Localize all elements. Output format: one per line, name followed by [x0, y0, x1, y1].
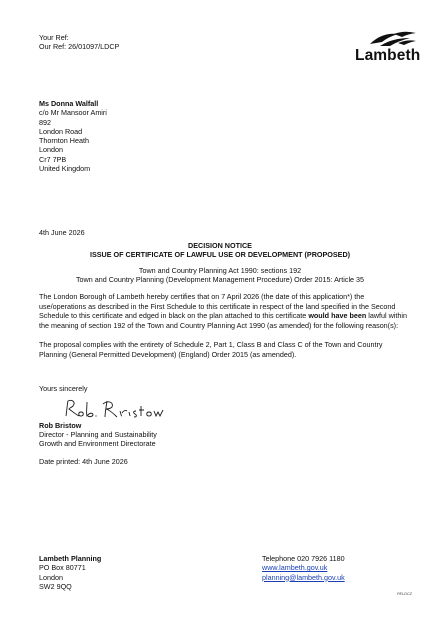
certification-emphasis: would have been — [308, 311, 367, 320]
address-line: c/o Mr Mansoor Amiri — [39, 108, 107, 118]
closing-salutation: Yours sincerely — [39, 384, 88, 393]
signatory-title-line: Growth and Environment Directorate — [39, 439, 156, 449]
address-line: United Kingdom — [39, 163, 91, 173]
footer-phone: Telephone 020 7926 1180 — [262, 554, 345, 563]
date-printed: Date printed: 4th June 2026 — [39, 457, 128, 466]
signatory-title-line: Director - Planning and Sustainability — [39, 430, 157, 439]
act-reference: Town and Country Planning Act 1990: sections 192 — [138, 266, 302, 275]
letter-date: 4th June 2026 — [39, 228, 85, 237]
your-ref: Your Ref: — [39, 33, 69, 42]
handwritten-signature — [62, 398, 172, 420]
signatory-name: Rob Bristow — [39, 421, 82, 430]
order-reference: Town and Country Planning (Development Management Procedure) Order 2015: Article 35 — [75, 275, 365, 284]
footer-address-line: PO Box 80771 — [39, 563, 86, 573]
certification-text-end: lawful within the meaning of section 192 of the Town and Country Planning Act 1990 (as amended) for the following reason(s): — [39, 311, 407, 330]
lambeth-logo — [355, 30, 421, 66]
compliance-paragraph: The proposal complies with the entirety of Schedule 2, Part 1, Class B and Class C of the Town and Country Planning (General Permitted Development) (England) Order 2015 (as amended). — [39, 340, 383, 359]
address-line: 892 — [39, 117, 51, 127]
signatory-title — [39, 430, 157, 449]
footer-address-line: London — [39, 572, 63, 582]
address-line: London Road — [39, 126, 83, 136]
website-link[interactable]: www.lambeth.gov.uk — [262, 563, 328, 573]
footer-address-line: SW2 9QQ — [39, 581, 72, 591]
recipient-address — [39, 99, 107, 173]
notice-title: DECISION NOTICE — [188, 241, 252, 250]
our-ref: Our Ref: 26/01097/LDCP — [39, 42, 120, 51]
notice-subtitle: ISSUE OF CERTIFICATE OF LAWFUL USE OR DEVELOPMENT (PROPOSED) — [89, 250, 351, 259]
address-line: Thornton Heath — [39, 136, 89, 145]
email-link[interactable]: planning@lambeth.gov.uk — [262, 572, 345, 582]
footer-postal-address — [39, 554, 101, 591]
footer-org-name: Lambeth Planning — [39, 554, 102, 563]
certification-paragraph — [39, 292, 409, 330]
logo-wordmark: Lambeth — [355, 47, 421, 64]
address-line: London — [39, 145, 63, 155]
address-line: Cr7 7PB — [39, 154, 67, 164]
swan-wings-icon — [368, 30, 418, 48]
reference-block — [39, 33, 119, 51]
certification-text-start: The London Borough of Lambeth hereby certifies that on 7 April 2026 (the date of this application*) the use/operations as described in the First Schedule to this certificate in respect of the land specified in the Second Schedule to this certificate and edged in black on the plan attached to this certificate — [39, 292, 396, 320]
recipient-name: Ms Donna Walfall — [39, 99, 99, 108]
footer-contact — [262, 554, 345, 582]
form-code: PELDCZ — [397, 592, 412, 596]
